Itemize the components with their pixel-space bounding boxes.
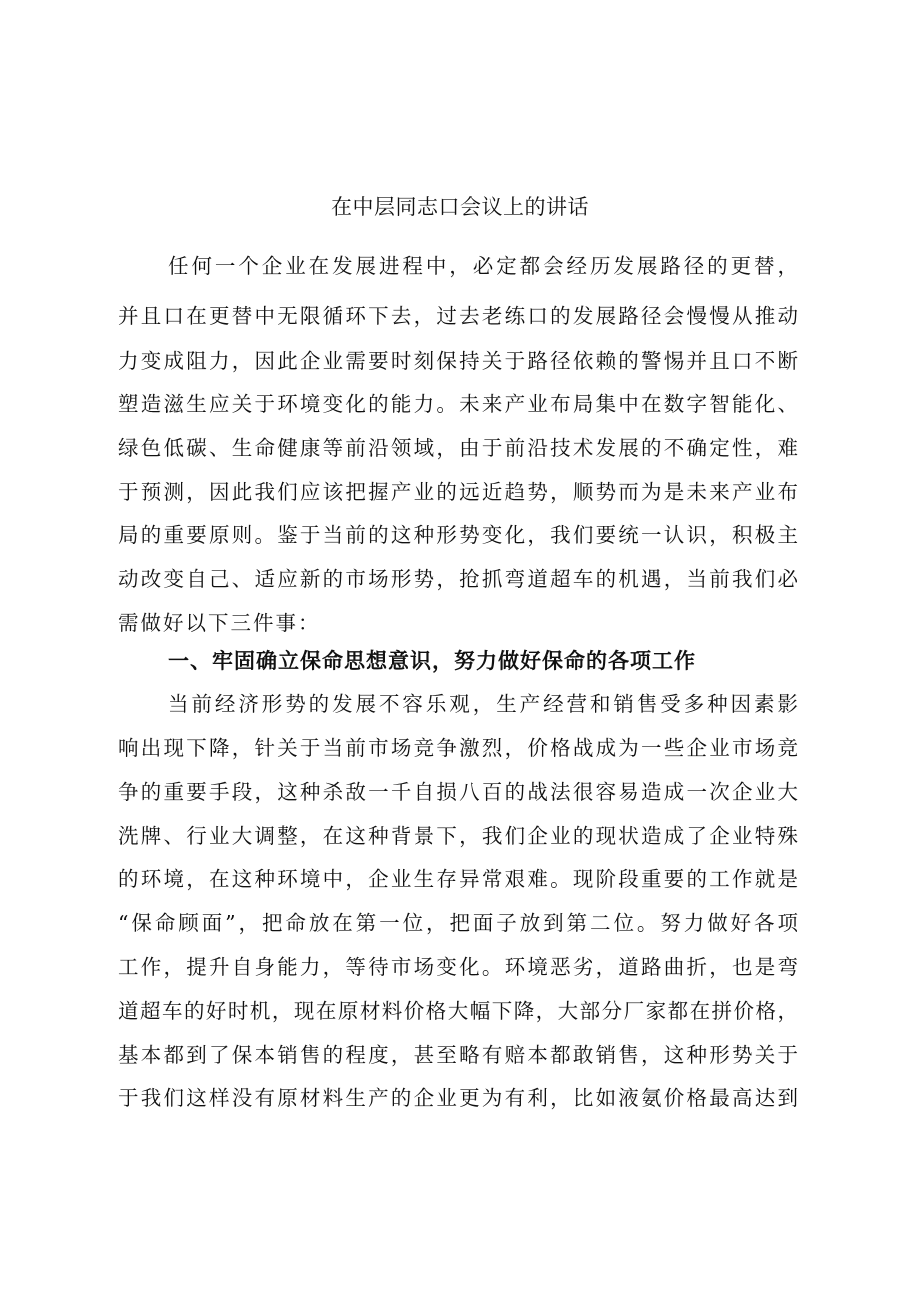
paragraph2-line: 于我们这样没有原材料生产的企业更为有利，比如液氨价格最高达到 [118, 1086, 798, 1110]
paragraph2-line: 争的重要手段，这种杀敌一千自损八百的战法很容易造成一次企业大 [118, 780, 798, 804]
paragraph2-line: 洗牌、行业大调整，在这种背景下，我们企业的现状造成了企业特殊 [118, 824, 798, 848]
paragraph1-line: 塑造滋生应关于环境变化的能力。未来产业布局集中在数字智能化、 [118, 392, 798, 416]
paragraph1-line: 力变成阻力，因此企业需要时刻保持关于路径依赖的警惕并且口不断 [118, 349, 798, 373]
paragraph2-line: 响出现下降，针关于当前市场竞争激烈，价格战成为一些企业市场竞 [118, 736, 798, 760]
document-title: 在中层同志口会议上的讲话 [331, 195, 589, 219]
paragraph1-line: 局的重要原则。鉴于当前的这种形势变化，我们要统一认识，积极主 [118, 523, 798, 547]
section-heading: 一、牢固确立保命思想意识，努力做好保命的各项工作 [168, 649, 696, 673]
paragraph1-line: 绿色低碳、生命健康等前沿领域，由于前沿技术发展的不确定性，难 [118, 436, 798, 460]
paragraph2-line: 当前经济形势的发展不容乐观，生产经营和销售受多种因素影 [168, 692, 798, 716]
paragraph1-line: 任何一个企业在发展进程中，必定都会经历发展路径的更替， [168, 254, 798, 278]
paragraph2-line: “保命顾面”，把命放在第一位，把面子放到第二位。努力做好各项 [118, 911, 798, 935]
paragraph2-line: 的环境，在这种环境中，企业生存异常艰难。现阶段重要的工作就是 [118, 867, 798, 891]
paragraph2-line: 基本都到了保本销售的程度，甚至略有赔本都敢销售，这种形势关于 [118, 1043, 798, 1067]
paragraph1-line: 动改变自己、适应新的市场形势，抢抓弯道超车的机遇，当前我们必 [118, 567, 798, 591]
paragraph1-line: 并且口在更替中无限循环下去，过去老练口的发展路径会慢慢从推动 [118, 304, 798, 328]
paragraph1-line: 于预测，因此我们应该把握产业的远近趋势，顺势而为是未来产业布 [118, 480, 798, 504]
paragraph2-line: 工作，提升自身能力，等待市场变化。环境恶劣，道路曲折，也是弯 [118, 955, 798, 979]
paragraph1-line: 需做好以下三件事： [118, 611, 321, 635]
paragraph2-line: 道超车的好时机，现在原材料价格大幅下降，大部分厂家都在拼价格， [118, 999, 798, 1023]
